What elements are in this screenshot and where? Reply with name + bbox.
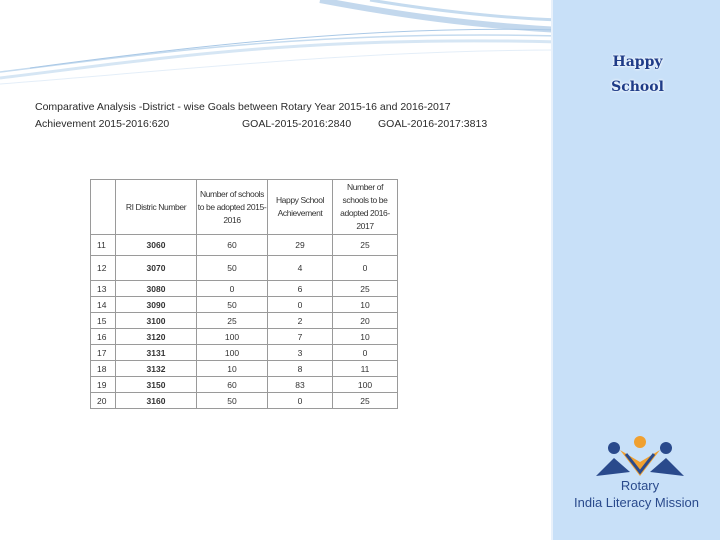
table-row (91, 361, 398, 377)
cell-district: 3150 (116, 377, 197, 393)
cell-target-2015: 50 (197, 256, 268, 281)
cell-target-2015: 10 (197, 361, 268, 377)
cell-target-2016: 0 (333, 345, 398, 361)
goal-2016-summary: GOAL-2016-2017:3813 (378, 118, 488, 130)
cell-district: 3070 (116, 256, 197, 281)
cell-target-2016: 20 (333, 313, 398, 329)
header-district: RI Distric Number (116, 180, 197, 235)
table-row (91, 329, 398, 345)
sidebar-title-line1: Happy (612, 54, 663, 70)
cell-target-2016: 100 (333, 377, 398, 393)
logo-text-rotary: Rotary (620, 478, 660, 493)
header-target-2015: Number of schools to be adopted 2015-2016 (197, 180, 268, 235)
cell-serial: 13 (91, 281, 116, 297)
logo-figure-right (660, 442, 672, 454)
header-target-2016: Number of schools to be adopted 2016-2017 (333, 180, 398, 235)
cell-serial: 14 (91, 297, 116, 313)
table-row (91, 345, 398, 361)
district-goals-table (90, 179, 398, 409)
cell-target-2015: 50 (197, 297, 268, 313)
cell-serial: 16 (91, 329, 116, 345)
cell-district: 3131 (116, 345, 197, 361)
cell-target-2015: 50 (197, 393, 268, 409)
decorative-swoosh (0, 0, 560, 90)
cell-district: 3132 (116, 361, 197, 377)
page-heading: Comparative Analysis -District - wise Goals between Rotary Year 2015-16 and 2016-2017 (35, 101, 451, 113)
cell-serial: 12 (91, 256, 116, 281)
cell-target-2016: 10 (333, 297, 398, 313)
cell-serial: 20 (91, 393, 116, 409)
cell-achievement: 3 (268, 345, 333, 361)
table-row (91, 256, 398, 281)
cell-target-2016: 10 (333, 329, 398, 345)
cell-target-2016: 25 (333, 235, 398, 256)
cell-target-2015: 60 (197, 235, 268, 256)
cell-achievement: 7 (268, 329, 333, 345)
cell-serial: 18 (91, 361, 116, 377)
logo-text-mission: India Literacy Mission (574, 495, 699, 510)
cell-district: 3090 (116, 297, 197, 313)
cell-achievement: 8 (268, 361, 333, 377)
goal-2015-summary: GOAL-2015-2016:2840 (242, 118, 352, 130)
cell-target-2015: 25 (197, 313, 268, 329)
cell-district: 3120 (116, 329, 197, 345)
table-row (91, 297, 398, 313)
cell-district: 3080 (116, 281, 197, 297)
table-row (91, 235, 398, 256)
cell-district: 3100 (116, 313, 197, 329)
cell-target-2015: 60 (197, 377, 268, 393)
cell-serial: 17 (91, 345, 116, 361)
cell-achievement: 2 (268, 313, 333, 329)
table-row (91, 313, 398, 329)
logo-figure-left (608, 442, 620, 454)
cell-achievement: 4 (268, 256, 333, 281)
table-header-row (91, 180, 398, 235)
table-row (91, 281, 398, 297)
table-row (91, 393, 398, 409)
cell-achievement: 29 (268, 235, 333, 256)
header-serial (91, 180, 116, 235)
table-row (91, 377, 398, 393)
cell-target-2016: 25 (333, 393, 398, 409)
cell-target-2016: 11 (333, 361, 398, 377)
cell-target-2016: 25 (333, 281, 398, 297)
cell-target-2015: 0 (197, 281, 268, 297)
cell-achievement: 0 (268, 393, 333, 409)
cell-district: 3160 (116, 393, 197, 409)
cell-serial: 11 (91, 235, 116, 256)
cell-achievement: 83 (268, 377, 333, 393)
sidebar-title-line2: School (611, 79, 664, 95)
cell-target-2015: 100 (197, 329, 268, 345)
cell-achievement: 6 (268, 281, 333, 297)
header-achievement: Happy School Achievement (268, 180, 333, 235)
cell-serial: 15 (91, 313, 116, 329)
logo-figure-center (634, 436, 646, 448)
cell-achievement: 0 (268, 297, 333, 313)
achievement-summary: Achievement 2015-2016:620 (35, 118, 170, 130)
cell-serial: 19 (91, 377, 116, 393)
cell-target-2015: 100 (197, 345, 268, 361)
cell-target-2016: 0 (333, 256, 398, 281)
cell-district: 3060 (116, 235, 197, 256)
